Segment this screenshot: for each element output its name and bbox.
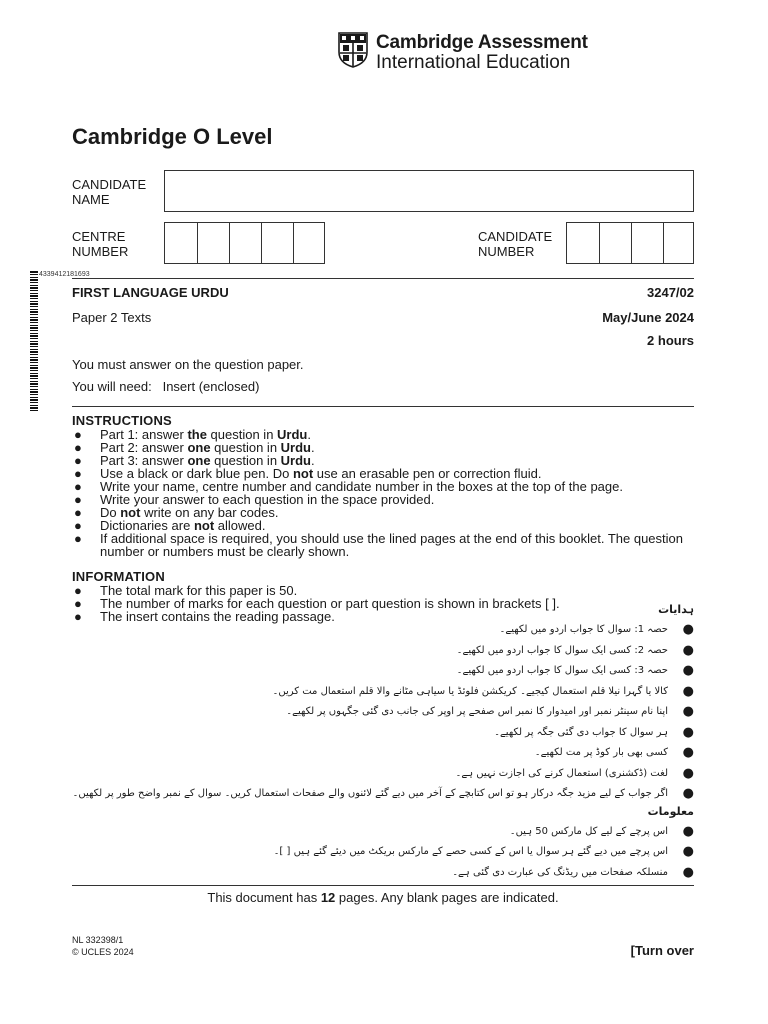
urdu-information-item: ● اس پرچے میں دیے گئے ہر سوال یا اس کے کسی حصے کے مارکس بریکٹ میں دیئے گئے ہیں [ ]۔ [180,842,694,863]
bullet-icon: ● [682,765,694,781]
instructions-list [72,428,694,558]
candidate-name-label: CANDIDATE NAME [72,177,147,207]
urdu-information-heading: معلومات [647,804,694,818]
urdu-instruction-item: ● کالا یا گہرا نیلا قلم استعمال کیجیے۔ کریکشن فلوئڈ یا سیاہی مٹانے والا قلم استعمال مت کریں۔ [180,682,694,703]
turn-over: [Turn over [630,943,694,958]
urdu-instruction-item: ● کسی بھی بار کوڈ پر مت لکھیے۔ [180,743,694,764]
bullet-icon: ● [682,622,694,637]
instruction-item: ● Write your answer to each question in the space provided. [74,492,435,507]
bullet-icon: ● [682,683,694,699]
barcode-bars [30,271,38,411]
bullet-icon: ● [74,583,82,598]
information-item: ● The insert contains the reading passage. [74,609,335,624]
exam-title: Cambridge O Level [72,124,273,149]
urdu-instruction-item: ● حصہ 1: سوال کا جواب اردو میں لکھیے۔ [180,620,694,641]
paper-code: 3247/02 [647,285,694,300]
divider [72,406,694,407]
bullet-icon: ● [74,453,82,468]
bullet-icon: ● [74,609,82,624]
bullet-icon: ● [74,518,82,533]
bullet-icon: ● [682,642,694,658]
exam-duration: 2 hours [647,333,694,348]
centre-number-label: CENTRE NUMBER [72,229,129,259]
paper-name: Paper 2 Texts [72,310,152,325]
cambridge-crest-icon [338,32,368,68]
copyright: © UCLES 2024 [72,947,134,957]
bullet-icon: ● [682,823,694,839]
urdu-instruction-item: ● اگر جواب کے لیے مزید جگہ درکار ہو تو اس کتابچے کے آخر میں دیے گئے لائنوں والے صفحات استعمال کریں۔ سوال کے نمبر واضح طور پر لکھیں۔ [180,784,694,805]
candidate-number-boxes[interactable] [566,222,694,264]
urdu-instruction-item: ● حصہ 2: کسی ایک سوال کا جواب اردو میں لکھیے۔ [180,641,694,662]
urdu-instruction-item: ● ہر سوال کا جواب دی گئی جگہ پر لکھیے۔ [180,723,694,744]
information-item: ● The total mark for this paper is 50. [74,583,298,598]
document-reference: NL 332398/1 [72,935,124,945]
instruction-item: ● Dictionaries are not allowed. [74,518,266,533]
barcode [30,271,90,411]
urdu-instruction-item: ● حصہ 3: کسی ایک سوال کا جواب اردو میں لکھیے۔ [180,661,694,682]
bullet-icon: ● [682,745,694,760]
centre-number-cell[interactable] [197,223,198,263]
bullet-icon: ● [682,844,694,859]
must-answer-note: You must answer on the question paper. [72,357,304,372]
centre-number-cell[interactable] [261,223,262,263]
information-item: ● The number of marks for each question or part question is shown in brackets [ ]. [74,596,560,611]
instruction-item: ● Part 3: answer one question in Urdu. [74,453,315,468]
divider [72,885,694,886]
candidate-number-cell[interactable] [631,223,632,263]
requirements [72,379,259,394]
centre-number-cell[interactable] [293,223,294,263]
bullet-icon: ● [682,786,694,801]
org-name-line2: International Education [376,52,571,73]
instruction-item: ● Write your name, centre number and candidate number in the boxes at the top of the page. [74,479,623,494]
divider [72,278,694,279]
urdu-instructions-list [72,620,694,805]
bullet-icon: ● [74,466,82,481]
need-value: Insert (enclosed) [162,379,260,394]
bullet-icon: ● [74,492,82,507]
need-label: You will need: [72,379,152,394]
bullet-icon: ● [682,663,694,678]
barcode-digits: 4339412181693 [39,271,90,278]
instruction-item: ● Use a black or dark blue pen. Do not use an erasable pen or correction fluid. [74,466,542,481]
bullet-icon: ● [682,724,694,740]
bullet-icon: ● [74,427,82,442]
instruction-item: ● Do not write on any bar codes. [74,505,279,520]
candidate-name-box[interactable] [164,170,694,212]
subject-name: FIRST LANGUAGE URDU [72,285,229,300]
candidate-number-label: CANDIDATE NUMBER [478,229,553,259]
org-name-line1: Cambridge Assessment [376,32,588,53]
candidate-number-cell[interactable] [599,223,600,263]
bullet-icon: ● [74,505,82,520]
urdu-instruction-item: ● لغت (ڈکشنری) استعمال کرنے کی اجازت نہیں ہے۔ [180,764,694,785]
pages-note: This document has 12 pages. Any blank pages are indicated. [207,890,559,905]
bullet-icon: ● [682,704,694,719]
candidate-number-cell[interactable] [663,223,664,263]
instruction-item: ● Part 1: answer the question in Urdu. [74,427,312,442]
urdu-instruction-item: ● اپنا نام سینٹر نمبر اور امیدوار کا نمبر اس صفحے پر اوپر کی جانب دی گئی جگہوں پر لکھیے۔ [180,702,694,723]
urdu-instructions-heading: ہدایات [658,603,694,616]
page-count: 12 [320,890,336,905]
bullet-icon: ● [74,479,82,494]
instructions-heading: INSTRUCTIONS [72,413,172,428]
bullet-icon: ● [74,596,82,611]
cambridge-logo [338,32,588,73]
urdu-information-list [180,822,694,884]
exam-session: May/June 2024 [602,310,694,325]
centre-number-boxes[interactable] [164,222,325,264]
instruction-item: ● If additional space is required, you should use the lined pages at the end of this booklet. The question number or numbers must be clearly shown. [74,531,683,559]
bullet-icon: ● [74,440,82,455]
urdu-information-item: ● منسلکہ صفحات میں ریڈنگ کی عبارت دی گئی ہے۔ [180,863,694,884]
instructions-section [72,413,694,623]
bullet-icon: ● [74,531,82,546]
bullet-icon: ● [682,864,694,880]
urdu-information-item: ● اس پرچے کے لیے کل مارکس 50 ہیں۔ [180,822,694,843]
information-heading: INFORMATION [72,569,165,584]
centre-number-cell[interactable] [229,223,230,263]
instruction-item: ● Part 2: answer one question in Urdu. [74,440,315,455]
